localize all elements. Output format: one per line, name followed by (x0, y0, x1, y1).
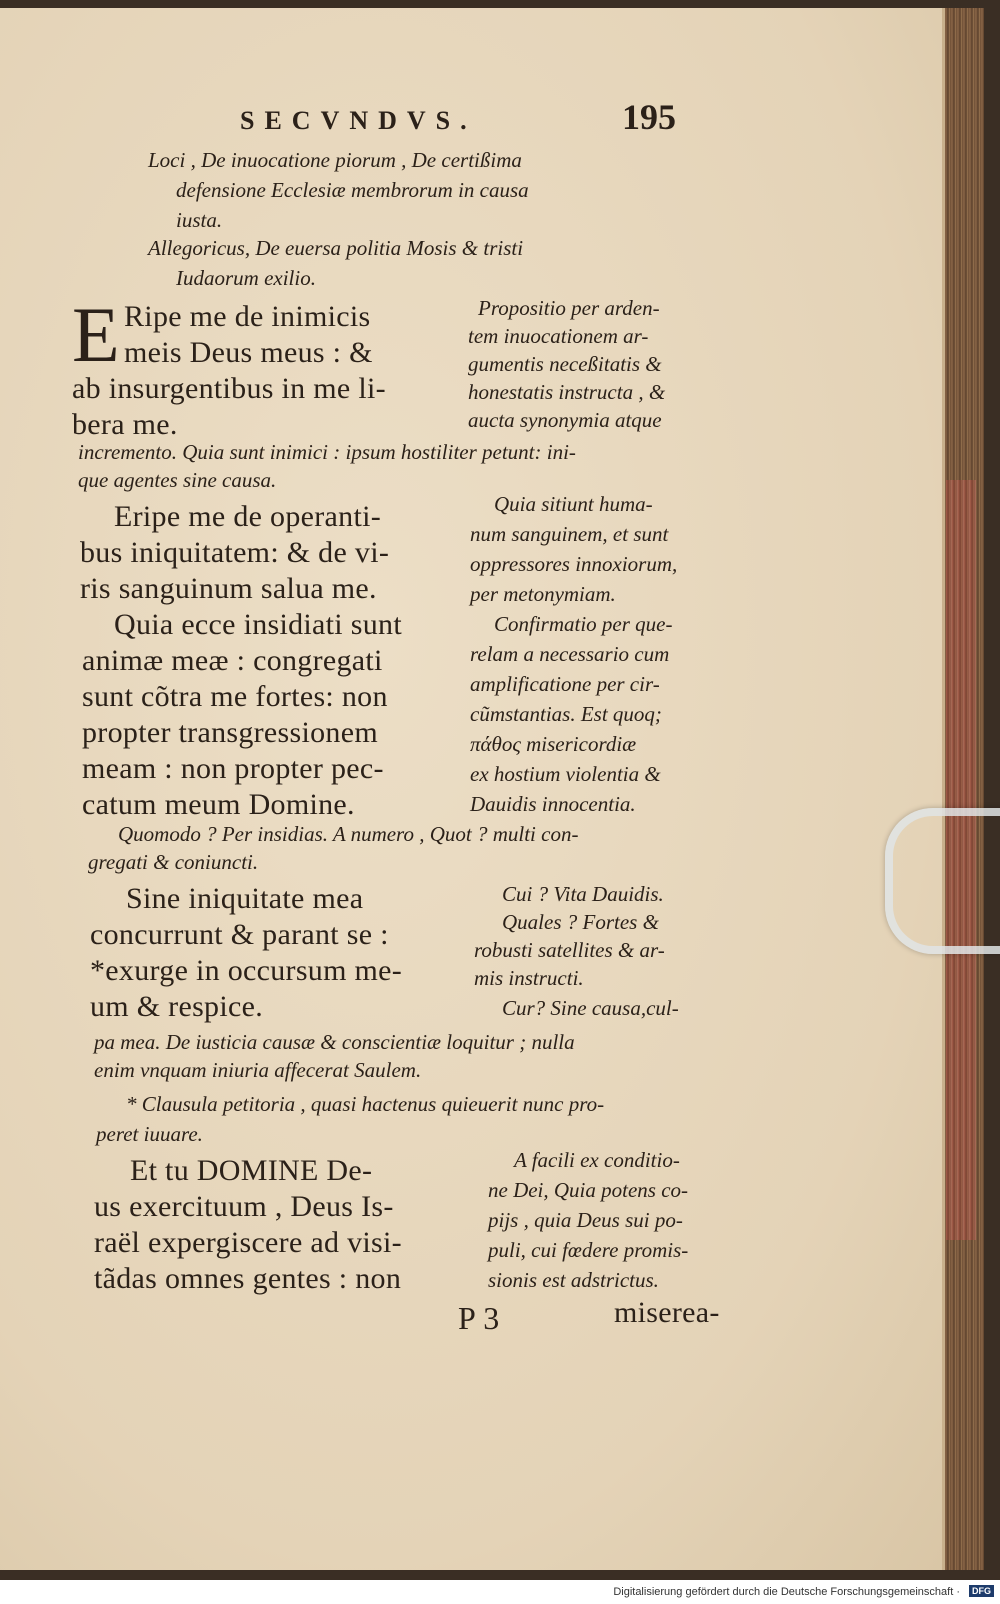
verse-line: meam : non propter pec- (82, 752, 384, 785)
digitization-footer (0, 1580, 1000, 1604)
margin-note-line: oppressores innoxiorum, (470, 552, 678, 576)
margin-note-line: Propositio per arden- (478, 296, 660, 320)
verse-line: tãdas omnes gentes : non (94, 1262, 402, 1295)
verse-line: Eripe me de operanti- (114, 500, 382, 533)
margin-note-line: tem inuocationem ar- (468, 324, 649, 348)
commentary-line: pa mea. De iusticia causæ & conscientiæ loquitur ; nulla (94, 1030, 575, 1054)
margin-note-line: sionis est adstrictus. (488, 1268, 659, 1292)
loci-line: Loci , De inuocatione piorum , De certißima (148, 148, 522, 172)
page-number: 195 (622, 97, 676, 137)
verse-line: *exurge in occursum me- (90, 954, 403, 987)
verse-line: ris sanguinum salua me. (80, 572, 377, 605)
margin-note-line: ex hostium violentia & (470, 762, 661, 786)
verse-line: animæ meæ : congregati (82, 644, 383, 677)
margin-note-line: Confirmatio per que- (494, 612, 673, 636)
margin-note-line: ne Dei, Quia potens co- (488, 1178, 689, 1202)
margin-note-line: gumentis neceßitatis & (468, 352, 662, 376)
margin-note-line: aucta synonymia atque (468, 408, 662, 432)
verse-line: um & respice. (90, 990, 264, 1023)
verse-line: meis Deus meus : & (124, 336, 373, 369)
margin-note-line: pijs , quia Deus sui po- (488, 1208, 683, 1232)
verse-line: raël expergiscere ad visi- (94, 1226, 402, 1259)
margin-note-line: honestatis instructa , & (468, 380, 666, 404)
loci-line: Allegoricus, De euersa politia Mosis & tristi (148, 236, 524, 260)
margin-note-line: cũmstantias. Est quoq; (470, 702, 662, 726)
footer-credit: Digitalisierung gefördert durch die Deutsche Forschungsgemeinschaft · (613, 1586, 960, 1598)
commentary-line: enim vnquam iniuria affecerat Saulem. (94, 1058, 422, 1082)
verse-line: concurrunt & parant se : (90, 918, 389, 951)
margin-note-line: πάθος misericordiæ (470, 732, 637, 756)
verse-line: sunt cõtra me fortes: non (82, 680, 388, 713)
verse-line: us exercituum , Deus Is- (94, 1190, 394, 1223)
margin-note-line: Cur? Sine causa,cul- (502, 996, 679, 1020)
commentary-line: Quomodo ? Per insidias. A numero , Quot ? multi con- (118, 822, 579, 846)
margin-note-line: robusti satellites & ar- (474, 938, 665, 962)
catchword: miserea- (614, 1296, 720, 1329)
verse-line: catum meum Domine. (82, 788, 355, 821)
verse-line: propter transgressionem (82, 716, 378, 749)
loci-line: Iudaorum exilio. (176, 266, 316, 290)
margin-note-line: Dauidis innocentia. (470, 792, 636, 816)
commentary-line: incremento. Quia sunt inimici : ipsum hostiliter petunt: ini- (78, 440, 576, 464)
asterisk-note-line: * Clausula petitoria , quasi hactenus quieuerit nunc pro- (126, 1092, 605, 1116)
drop-cap: E (72, 291, 120, 378)
verse-line: Et tu DOMINE De- (130, 1154, 373, 1187)
running-title: SECVNDVS. (240, 106, 477, 135)
verse-line: bus iniquitatem: & de vi- (80, 536, 390, 569)
margin-note-line: Quia sitiunt huma- (494, 492, 653, 516)
commentary-line: que agentes sine causa. (78, 468, 277, 492)
dfg-logo: DFG (969, 1585, 994, 1597)
margin-note-line: Cui ? Vita Dauidis. (502, 882, 664, 906)
loci-line: iusta. (176, 208, 223, 232)
margin-note-line: relam a necessario cum (470, 642, 670, 666)
margin-note-line: amplificatione per cir- (470, 672, 660, 696)
page-clip (885, 808, 1000, 954)
commentary-line: gregati & coniuncti. (88, 850, 259, 874)
verse-line: Ripe me de inimicis (124, 300, 371, 333)
asterisk-note-line: peret iuuare. (96, 1122, 203, 1146)
verse-line: bera me. (72, 408, 178, 441)
margin-note-line: puli, cui fœdere promis- (488, 1238, 689, 1262)
margin-note-line: per metonymiam. (470, 582, 616, 606)
book-page (0, 8, 945, 1570)
verse-line: ab insurgentibus in me li- (72, 372, 386, 405)
margin-note-line: num sanguinem, et sunt (470, 522, 669, 546)
loci-line: defensione Ecclesiæ membrorum in causa (176, 178, 529, 202)
margin-note-line: mis instructi. (474, 966, 584, 990)
verse-line: Sine iniquitate mea (126, 882, 364, 915)
margin-note-line: A facili ex conditio- (514, 1148, 680, 1172)
signature-mark: P 3 (458, 1300, 500, 1336)
verse-line: Quia ecce insidiati sunt (114, 608, 402, 641)
margin-note-line: Quales ? Fortes & (502, 910, 659, 934)
